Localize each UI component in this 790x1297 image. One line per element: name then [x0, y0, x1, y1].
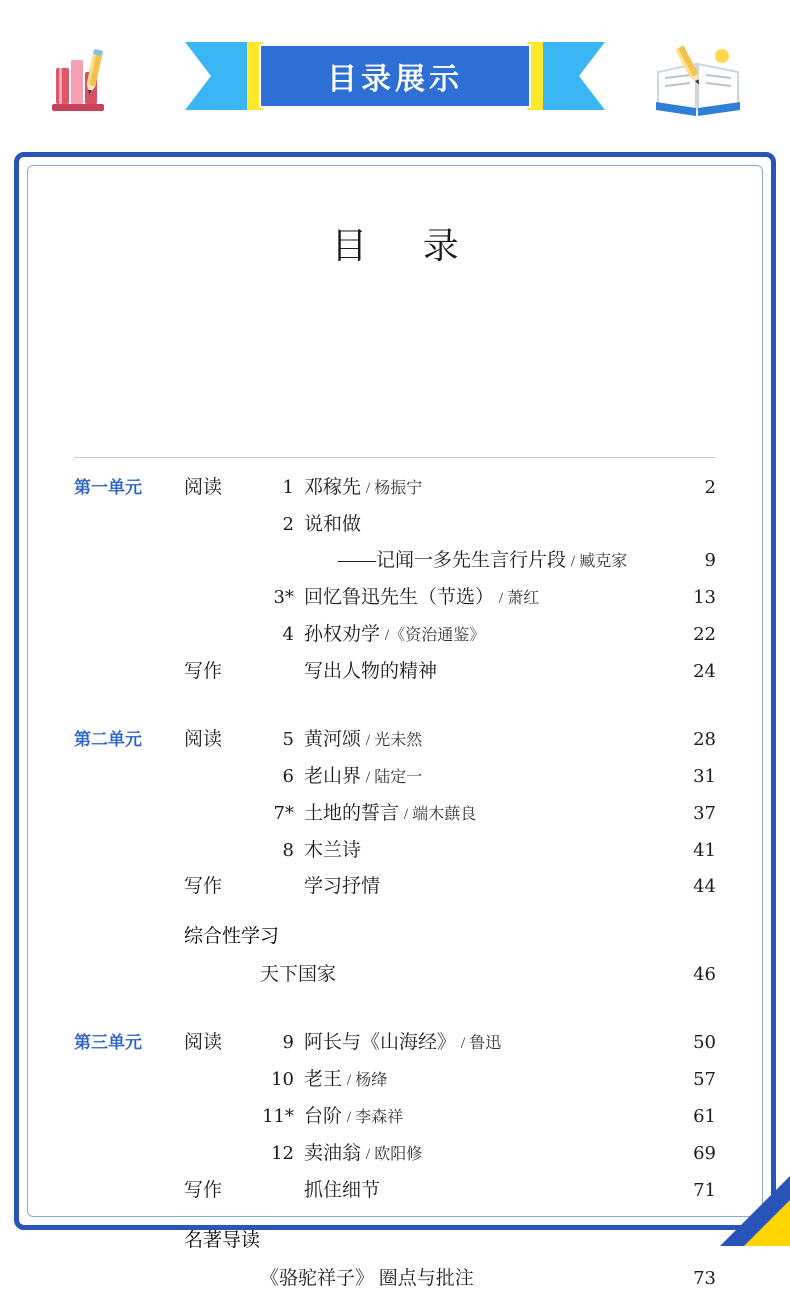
entry-page: 31	[693, 766, 716, 787]
entry-page: 50	[693, 1032, 716, 1053]
entry-page: 73	[693, 1268, 716, 1289]
unit-label: 第二单元	[74, 730, 142, 750]
unit-label: 第一单元	[74, 478, 142, 498]
toc-row[interactable]	[74, 759, 716, 796]
toc-body	[28, 457, 762, 1297]
entry-text	[184, 1261, 676, 1297]
entry-author: / 光未然	[365, 732, 423, 749]
entry-title: 木兰诗	[304, 840, 362, 861]
unit-block	[74, 712, 716, 993]
section-spacer	[74, 905, 716, 917]
entry-number: 8	[282, 840, 294, 861]
entry-title: 《骆驼祥子》 圈点与批注	[260, 1268, 474, 1289]
page-frame	[14, 152, 776, 1289]
entry-title: 邓稼先	[304, 477, 362, 498]
entry-number: 5	[282, 729, 294, 750]
entry-page: 9	[704, 550, 716, 571]
entry-title: 卖油翁	[304, 1143, 362, 1164]
toc-row[interactable]	[74, 796, 716, 833]
group-kind: 阅读	[184, 1032, 223, 1053]
entry-page: 28	[693, 729, 716, 750]
entry-title: 老山界	[304, 766, 362, 787]
group-kind: 写作	[184, 1180, 223, 1201]
entry-author: / 端木蕻良	[403, 806, 477, 823]
entry-page: 24	[693, 661, 716, 682]
entry-page: 2	[704, 477, 716, 498]
entry-author: / 鲁迅	[460, 1035, 502, 1052]
entry-title: 天下国家	[260, 964, 337, 985]
entry-author: / 杨振宁	[365, 480, 423, 497]
section-spacer	[74, 1209, 716, 1221]
unit-block	[74, 1015, 716, 1297]
entry-page: 69	[693, 1143, 716, 1164]
toc-row[interactable]	[74, 869, 716, 905]
entry-page: 41	[693, 840, 716, 861]
page-title: 目 录	[331, 226, 481, 267]
entry-page: 44	[693, 876, 716, 897]
entry-title: 黄河颂	[304, 729, 362, 750]
entry-text	[304, 1136, 676, 1173]
entry-number: 1	[282, 477, 294, 498]
entry-number: 10	[271, 1069, 294, 1090]
unit-label: 第三单元	[74, 1033, 142, 1053]
group-kind: 阅读	[184, 729, 223, 750]
toc-row[interactable]	[74, 654, 716, 690]
banner-ribbon	[185, 42, 605, 110]
toc-row[interactable]	[74, 1062, 716, 1099]
entry-title: ——记闻一多先生言行片段	[338, 550, 567, 571]
entry-author: / 欧阳修	[365, 1146, 423, 1163]
toc-row[interactable]	[74, 1025, 716, 1062]
entry-page: 61	[693, 1106, 716, 1127]
entry-title: 说和做	[304, 514, 362, 535]
entry-text	[304, 869, 676, 905]
entry-page: 57	[693, 1069, 716, 1090]
toc-row[interactable]	[74, 1099, 716, 1136]
page-banner	[0, 0, 790, 150]
entry-page: 71	[693, 1180, 716, 1201]
entry-text	[304, 543, 676, 580]
entry-text	[304, 1099, 676, 1136]
entry-title: 老王	[304, 1069, 343, 1090]
entry-author: /《资治通鉴》	[384, 627, 486, 644]
entry-number: 12	[271, 1143, 294, 1164]
entry-title: 学习抒情	[304, 876, 381, 897]
section-heading: 名著导读	[184, 1230, 261, 1251]
entry-title: 阿长与《山海经》	[304, 1032, 457, 1053]
entry-number: 4	[282, 624, 294, 645]
entry-author: / 杨绛	[346, 1072, 388, 1089]
entry-title: 孙权劝学	[304, 624, 381, 645]
group-kind: 阅读	[184, 477, 223, 498]
entry-title: 抓住细节	[304, 1180, 381, 1201]
entry-text	[304, 617, 676, 654]
unit-spacer	[74, 993, 716, 1015]
toc-row[interactable]	[74, 543, 716, 580]
entry-number: 9	[282, 1032, 294, 1053]
toc-row[interactable]	[74, 617, 716, 654]
entry-text	[304, 833, 676, 869]
group-kind: 写作	[184, 661, 223, 682]
entry-text	[304, 796, 676, 833]
entry-number: 3*	[273, 587, 294, 608]
entry-text	[304, 1062, 676, 1099]
entry-page: 13	[693, 587, 716, 608]
section-heading: 综合性学习	[184, 926, 280, 947]
books-pencil-icon	[52, 50, 124, 112]
entry-page: 37	[693, 803, 716, 824]
entry-author: / 李森祥	[346, 1109, 404, 1126]
toc-row[interactable]	[74, 1261, 716, 1297]
toc-row[interactable]	[74, 833, 716, 869]
entry-number: 11*	[262, 1106, 294, 1127]
toc-row[interactable]	[74, 470, 716, 507]
entry-number: 2	[282, 514, 294, 535]
open-book-pencil-icon	[652, 44, 744, 118]
ribbon-wing-right	[533, 42, 605, 110]
unit-spacer	[74, 690, 716, 712]
entry-text	[304, 759, 676, 796]
entry-text	[304, 722, 676, 759]
toc-row[interactable]	[74, 1173, 716, 1209]
unit-block	[74, 457, 716, 690]
entry-title: 回忆鲁迅先生（节选）	[304, 587, 495, 608]
entry-author: / 臧克家	[570, 553, 628, 570]
entry-author: / 萧红	[498, 590, 540, 607]
entry-title: 台阶	[304, 1106, 343, 1127]
entry-number: 7*	[273, 803, 294, 824]
banner-plate	[259, 44, 531, 108]
entry-text	[304, 1173, 676, 1209]
entry-title: 写出人物的精神	[304, 661, 438, 682]
toc-row[interactable]	[74, 722, 716, 759]
entry-text	[304, 470, 676, 507]
page-inner-border	[27, 165, 763, 1289]
toc-row[interactable]	[74, 1136, 716, 1173]
banner-title: 目录展示	[327, 62, 463, 97]
toc-row[interactable]	[74, 957, 716, 993]
toc-row[interactable]	[74, 507, 716, 543]
entry-number: 6	[282, 766, 294, 787]
entry-text	[304, 580, 676, 617]
entry-text	[304, 654, 676, 690]
entry-text	[304, 1025, 676, 1062]
entry-text	[304, 507, 676, 543]
entry-page: 22	[693, 624, 716, 645]
entry-page: 46	[693, 964, 716, 985]
toc-row[interactable]	[74, 580, 716, 617]
group-kind: 写作	[184, 876, 223, 897]
entry-text	[184, 957, 676, 993]
entry-title: 土地的誓言	[304, 803, 400, 824]
entry-author: / 陆定一	[365, 769, 423, 786]
